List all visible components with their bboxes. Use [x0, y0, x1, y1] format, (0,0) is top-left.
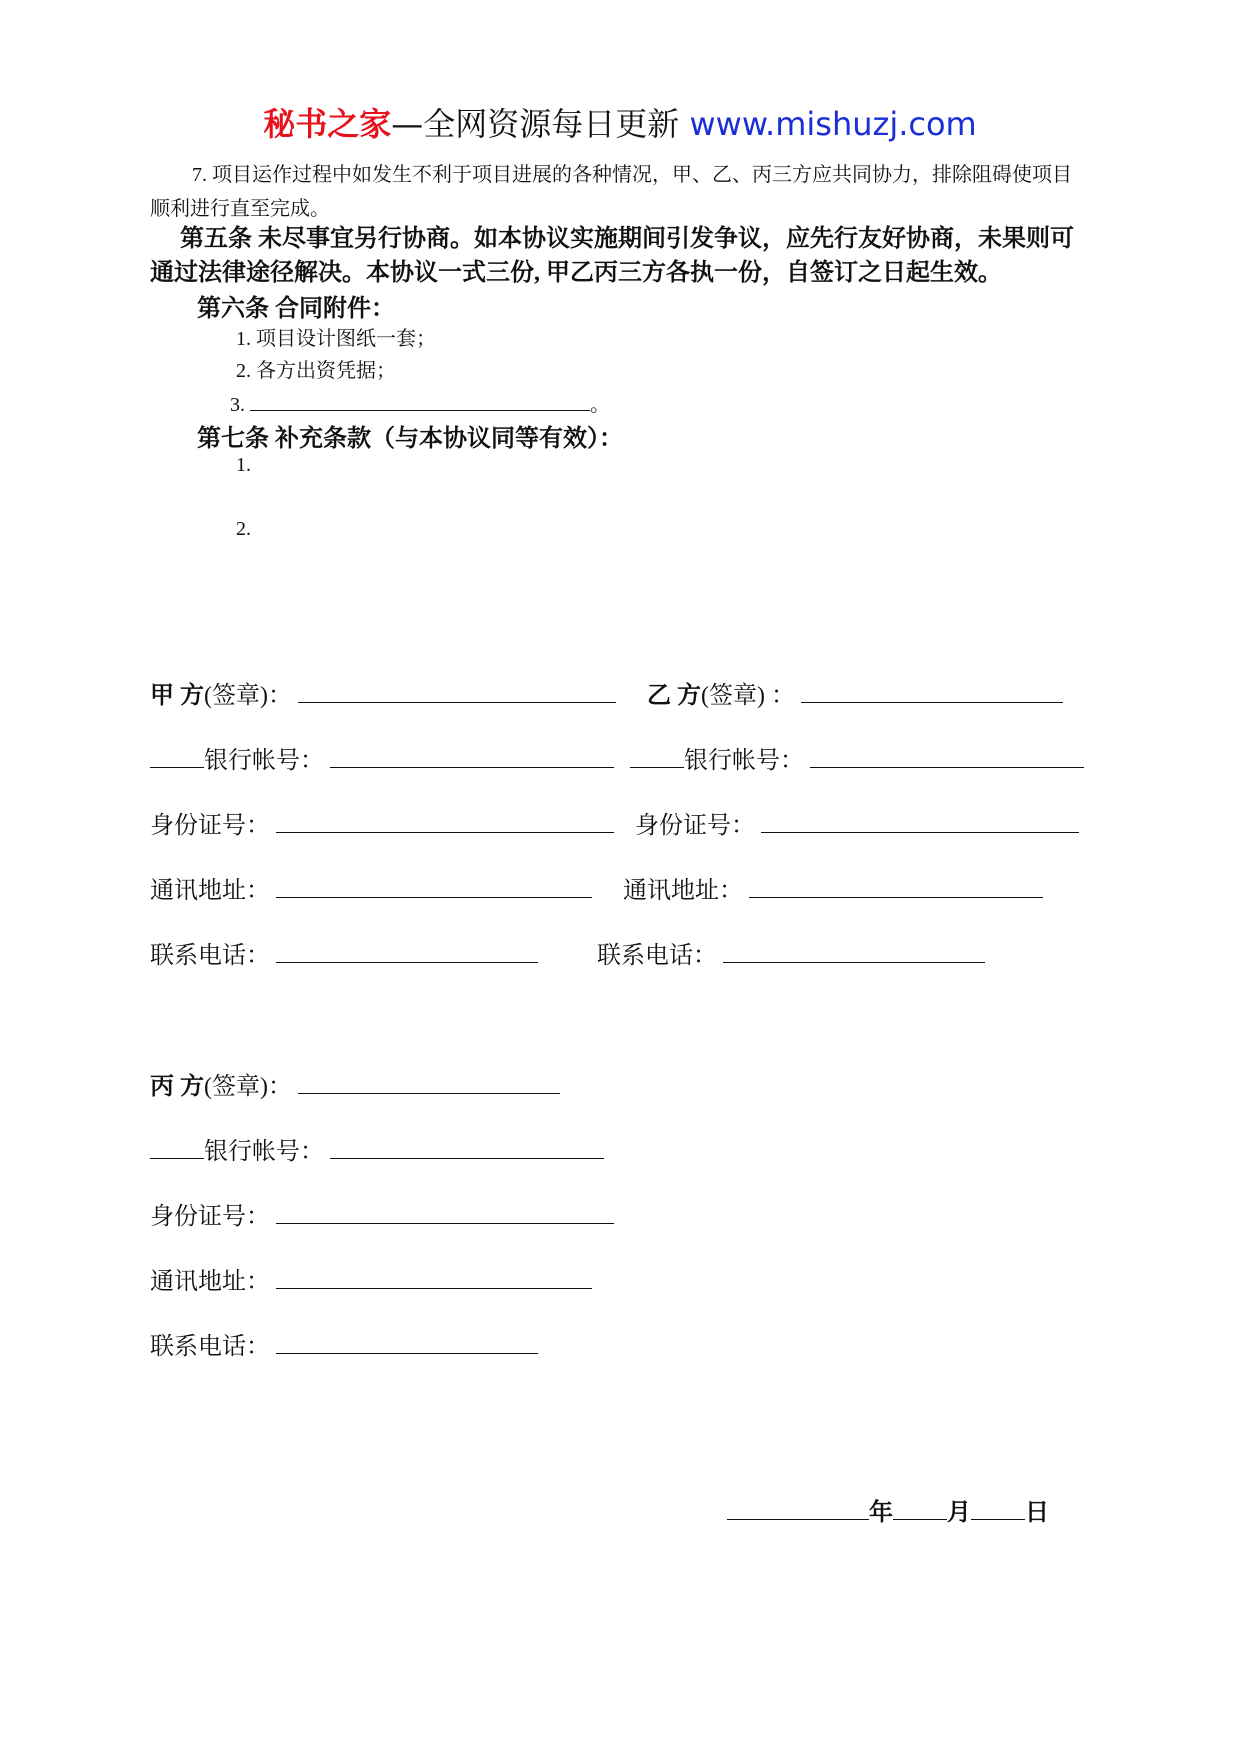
id-label: 身份证号： [150, 1204, 270, 1230]
phone-label: 联系电话： [597, 943, 717, 969]
party-a-phone-field[interactable] [276, 938, 538, 963]
party-c-bank-row [150, 1131, 604, 1166]
party-c-id-row [150, 1196, 614, 1231]
article-7-item-1: 1. [236, 454, 251, 476]
party-a-bank-row [150, 740, 614, 775]
year-field[interactable] [727, 1495, 869, 1520]
party-b-id-field[interactable] [761, 808, 1079, 833]
party-b-address-row [623, 870, 1043, 905]
article-5-paragraph: 第五条 未尽事宜另行协商。如本协议实施期间引发争议，应先行友好协商，未果则可通过法律途径解决。本协议一式三份, 甲乙丙三方各执一份，自签订之日起生效。 [150, 226, 1074, 286]
address-label: 通讯地址： [150, 1269, 270, 1295]
party-a-phone-row [150, 935, 538, 970]
day-field[interactable] [971, 1495, 1025, 1520]
clause-7-paragraph: 7. 项目运作过程中如发生不利于项目进展的各种情况，甲、乙、丙三方应共同协力，排除阻碍使项目顺利进行直至完成。 [150, 164, 1072, 220]
article-6-item-1: 1. 项目设计图纸一套； [236, 328, 436, 350]
party-a-address-field[interactable] [276, 873, 592, 898]
seal-label: (签章) ： [701, 683, 795, 709]
party-a-id-row [150, 805, 614, 840]
address-label: 通讯地址： [150, 878, 270, 904]
party-a-id-field[interactable] [276, 808, 614, 833]
party-b-bank-field[interactable] [810, 743, 1084, 768]
seal-label: (签章)： [204, 1074, 292, 1100]
article-6-item-3-number: 3. [230, 394, 245, 416]
party-a-seal-field[interactable] [298, 678, 616, 703]
header-url[interactable]: www.mishuzj.com [689, 105, 977, 143]
bank-label: 银行帐号： [204, 748, 324, 774]
party-c-label: 丙 方 [150, 1074, 204, 1100]
header-slogan: —全网资源每日更新 [391, 105, 680, 143]
day-label: 日 [1025, 1500, 1049, 1526]
party-a-label: 甲 方 [150, 683, 204, 709]
party-b-bank-name-field[interactable] [630, 743, 684, 768]
month-field[interactable] [893, 1495, 947, 1520]
party-b-bank-row [630, 740, 1084, 775]
article-6-item-3-end: 。 [590, 394, 610, 416]
party-a-bank-field[interactable] [330, 743, 614, 768]
party-b-label: 乙 方 [647, 683, 701, 709]
site-header [0, 100, 1240, 148]
article-6-item-3-blank[interactable] [250, 392, 590, 411]
id-label: 身份证号： [150, 813, 270, 839]
bank-label: 银行帐号： [204, 1139, 324, 1165]
address-label: 通讯地址： [623, 878, 743, 904]
phone-label: 联系电话： [150, 1334, 270, 1360]
article-7-title: 第七条 补充条款（与本协议同等有效）： [197, 426, 623, 452]
party-b-id-row [635, 805, 1079, 840]
party-b-phone-row [597, 935, 985, 970]
party-b-address-field[interactable] [749, 873, 1043, 898]
phone-label: 联系电话： [150, 943, 270, 969]
party-c-phone-field[interactable] [276, 1329, 538, 1354]
article-6-item-2: 2. 各方出资凭据； [236, 360, 396, 382]
party-c-address-row [150, 1261, 592, 1296]
article-7-item-2: 2. [236, 518, 251, 540]
party-c-seal-row [150, 1066, 560, 1101]
party-a-address-row [150, 870, 592, 905]
party-c-address-field[interactable] [276, 1264, 592, 1289]
seal-label: (签章)： [204, 683, 292, 709]
year-label: 年 [869, 1500, 893, 1526]
party-b-seal-field[interactable] [801, 678, 1063, 703]
party-c-bank-field[interactable] [330, 1134, 604, 1159]
party-a-bank-name-field[interactable] [150, 743, 204, 768]
date-row [727, 1492, 1049, 1527]
party-c-bank-name-field[interactable] [150, 1134, 204, 1159]
month-label: 月 [947, 1500, 971, 1526]
party-c-id-field[interactable] [276, 1199, 614, 1224]
article-6-title: 第六条 合同附件： [197, 296, 395, 322]
party-a-seal-row [150, 675, 616, 710]
bank-label: 银行帐号： [684, 748, 804, 774]
party-c-seal-field[interactable] [298, 1069, 560, 1094]
party-c-phone-row [150, 1326, 538, 1361]
brand-name: 秘书之家 [263, 105, 392, 143]
article-6-item-3 [230, 388, 610, 417]
id-label: 身份证号： [635, 813, 755, 839]
party-b-seal-row [647, 675, 1063, 710]
party-b-phone-field[interactable] [723, 938, 985, 963]
